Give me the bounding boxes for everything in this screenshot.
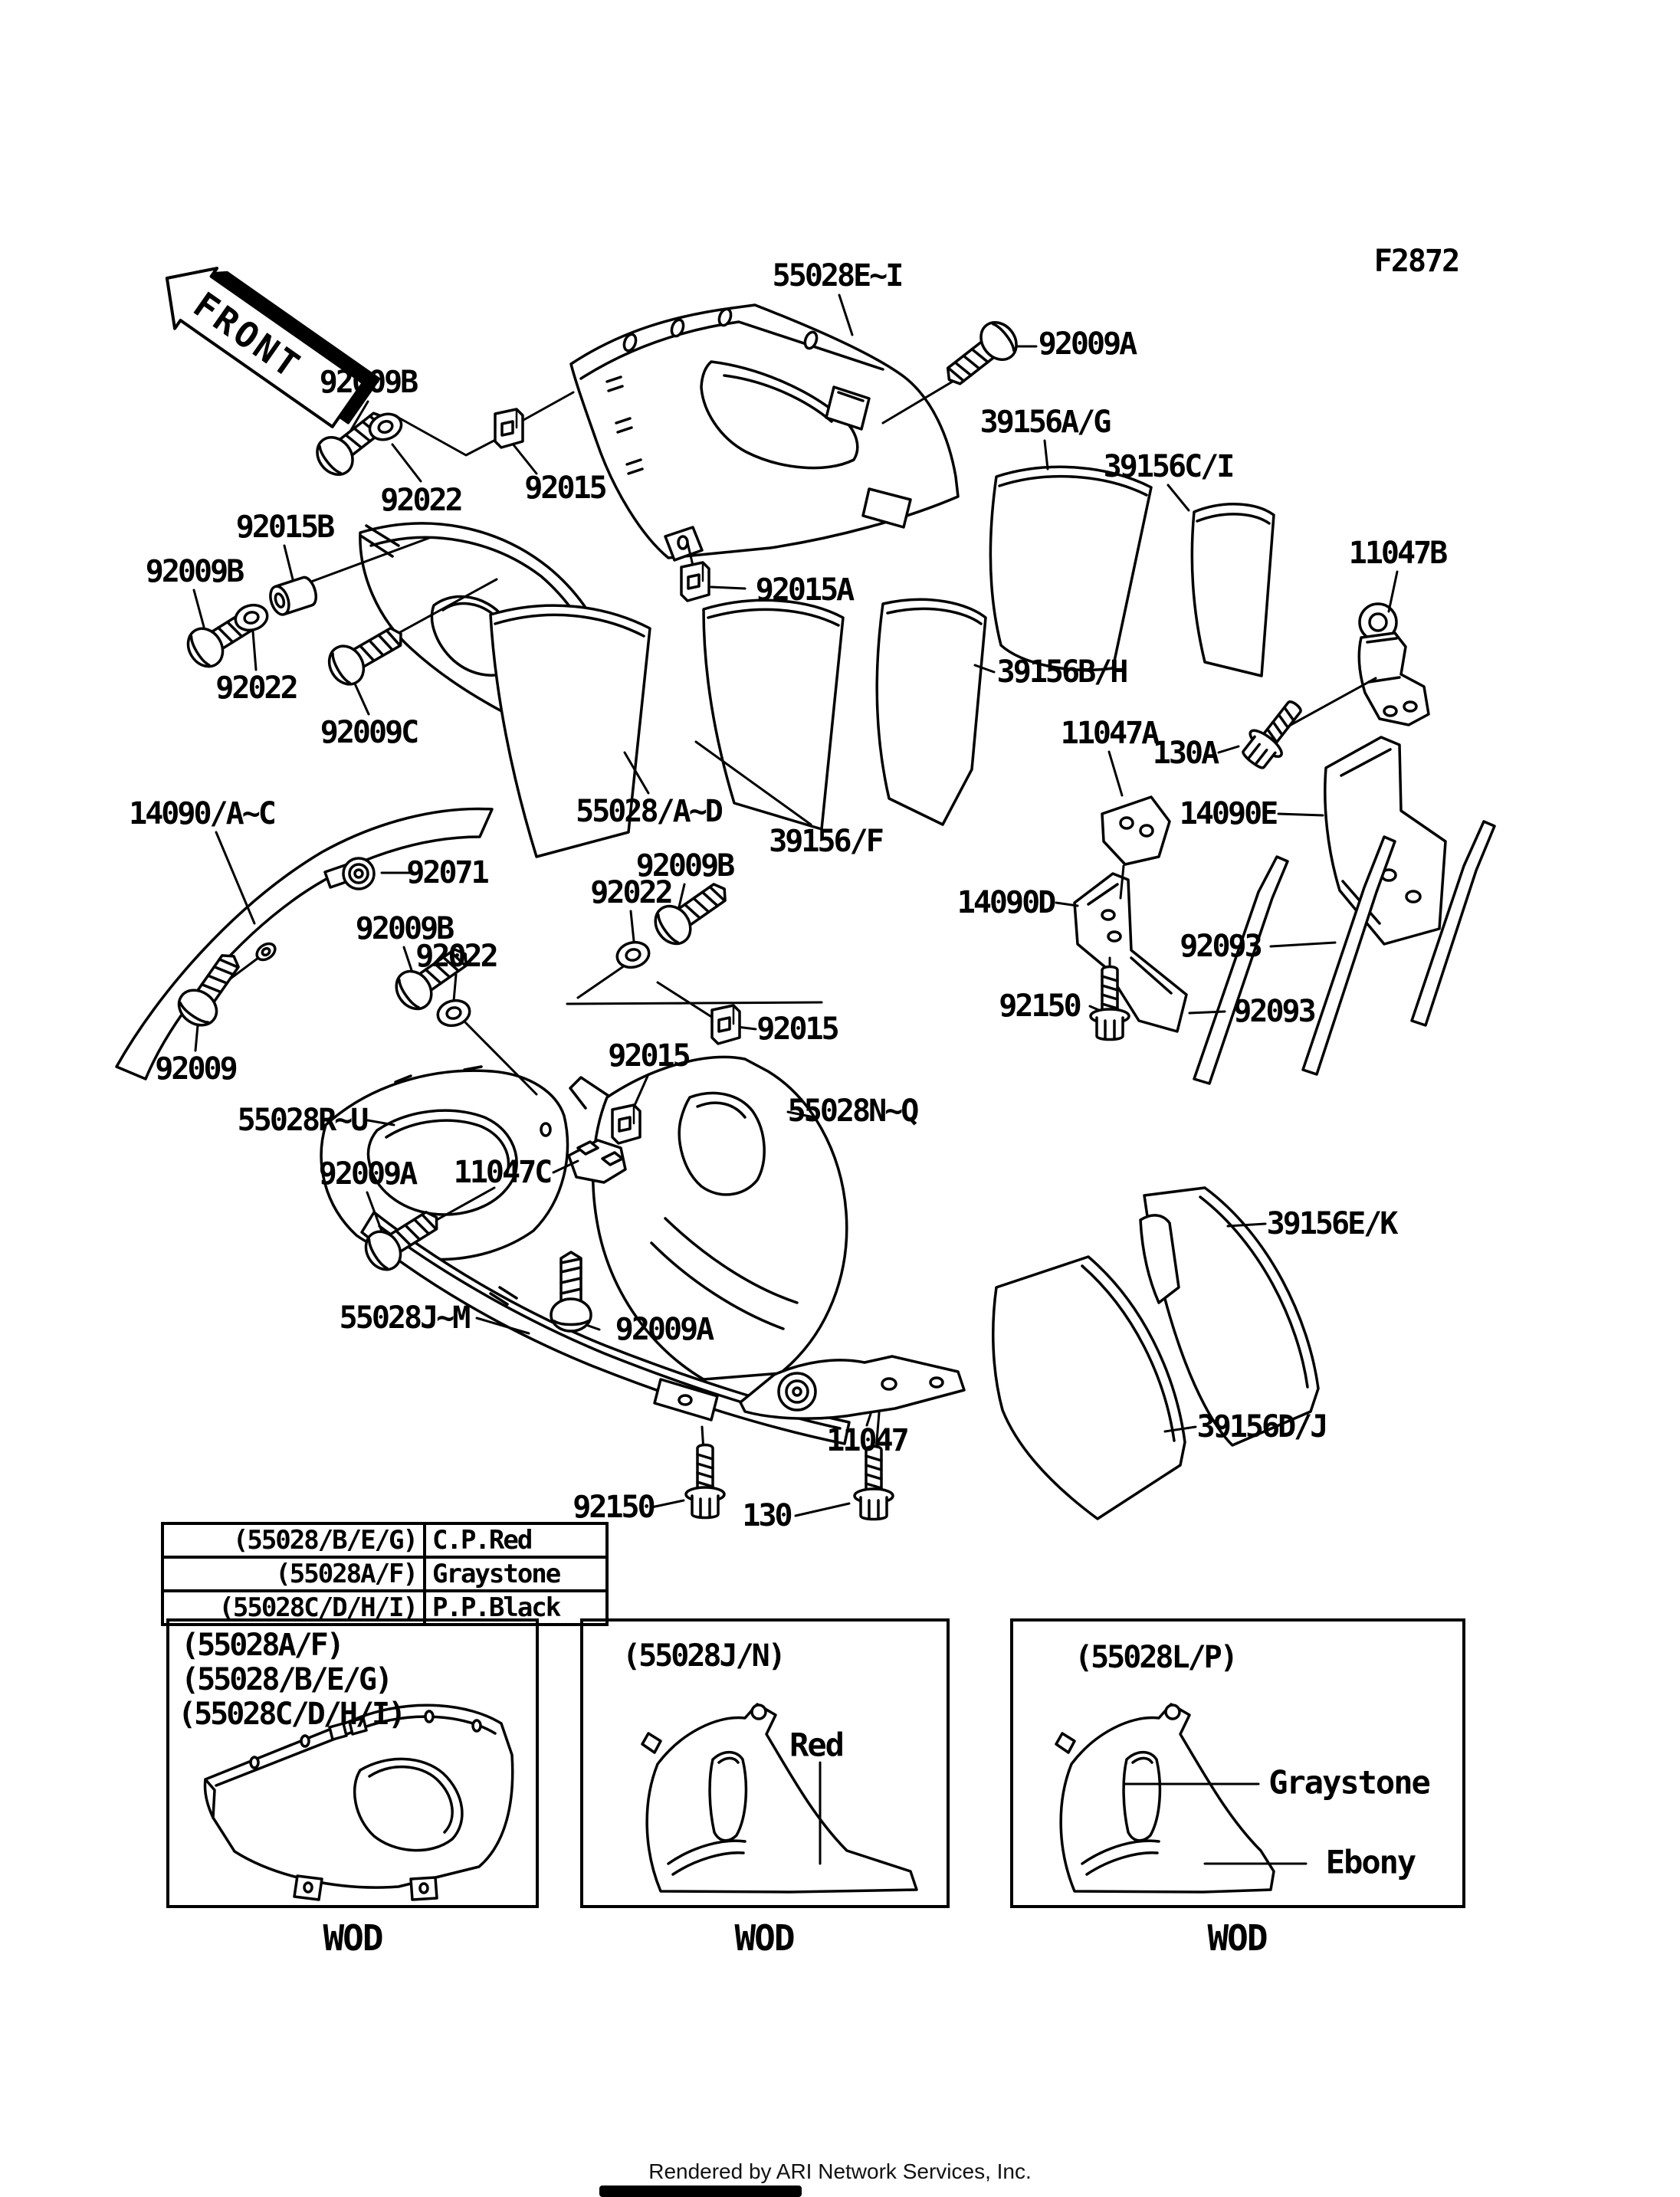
part-label: 39156A/G	[979, 405, 1110, 440]
part-label: 92150	[999, 989, 1080, 1024]
upper-fairing-55028E	[571, 305, 958, 560]
part-label: 39156C/I	[1103, 449, 1233, 484]
bracket-11047A	[1102, 797, 1170, 864]
color-name-cell: P.P.Black	[425, 1591, 607, 1625]
part-label: 14090/A~C	[129, 796, 274, 831]
part-label: 39156E/K	[1266, 1206, 1396, 1241]
color-table-row	[162, 1557, 607, 1591]
variant3-caption: WOD	[1207, 1917, 1267, 1959]
part-code-cell: (55028/B/E/G)	[162, 1523, 425, 1557]
part-label: 92022	[415, 939, 497, 974]
part-label: 92009B	[319, 365, 417, 400]
part-label: 92022	[380, 483, 461, 518]
part-label: 92071	[406, 855, 487, 890]
front-arrow-text: FRONT	[185, 284, 310, 388]
variant1-part-label: (55028C/D/H/I)	[178, 1697, 405, 1732]
bracket-11047B	[1359, 604, 1429, 725]
part-label: 92022	[590, 875, 671, 910]
color-name-cell: C.P.Red	[425, 1523, 607, 1557]
part-label: 92015	[524, 471, 605, 506]
variant2-caption: WOD	[734, 1917, 794, 1959]
part-label: 92009B	[355, 911, 453, 946]
fiche-code: F2872	[1373, 244, 1459, 279]
part-label: 92150	[573, 1490, 654, 1525]
part-label: 92009C	[320, 715, 418, 750]
part-label: 92015	[756, 1012, 838, 1047]
part-label: 11047B	[1348, 536, 1446, 571]
part-label: 55028J~M	[339, 1300, 469, 1336]
front-arrow	[146, 246, 379, 441]
part-label: 11047C	[453, 1155, 551, 1190]
variant1-part-label: (55028A/F)	[181, 1628, 343, 1663]
part-label: 92009	[155, 1051, 236, 1087]
part-label: 130	[742, 1498, 791, 1533]
part-label: 92093	[1180, 929, 1261, 964]
part-label: 92022	[215, 671, 297, 706]
part-label: 92009A	[615, 1312, 713, 1347]
part-code-cell: (55028A/F)	[162, 1557, 425, 1591]
footer-credit: Rendered by ARI Network Services, Inc.	[648, 2159, 1032, 2183]
variant2-part-label: (55028J/N)	[622, 1638, 784, 1674]
part-label: 55028/A~D	[576, 794, 721, 829]
color-name-cell: Graystone	[425, 1557, 607, 1591]
part-label: 55028E~I	[772, 258, 902, 293]
part-label: 92015B	[235, 510, 333, 545]
part-label: 55028N~Q	[787, 1094, 917, 1129]
part-label: 39156/F	[769, 824, 882, 859]
part-label: 92009A	[1038, 326, 1136, 362]
color-callout-ebony: Ebony	[1325, 1843, 1416, 1881]
variant1-part-label: (55028/B/E/G)	[181, 1662, 392, 1697]
bottom-bar	[599, 2186, 802, 2197]
part-label: 92009B	[635, 848, 733, 884]
part-label: 11047	[826, 1423, 907, 1458]
part-label: 92015	[608, 1038, 689, 1074]
part-label: 130A	[1152, 736, 1218, 771]
color-callout-red: Red	[789, 1726, 843, 1764]
part-label: 92015A	[755, 572, 853, 608]
part-label: 55028R~U	[237, 1103, 367, 1138]
variant3-part-label: (55028L/P)	[1075, 1640, 1236, 1675]
color-code-table	[161, 1522, 609, 1626]
part-label: 11047A	[1060, 716, 1158, 751]
color-callout-graystone: Graystone	[1268, 1763, 1429, 1802]
part-label: 39156D/J	[1196, 1409, 1327, 1444]
part-label: 14090D	[956, 885, 1055, 920]
part-code-cell: (55028C/D/H/I)	[162, 1591, 425, 1625]
part-label: 92093	[1233, 994, 1314, 1029]
variant1-caption: WOD	[323, 1917, 382, 1959]
color-table-row	[162, 1523, 607, 1557]
part-label: 14090E	[1179, 796, 1277, 831]
part-label: 39156B/H	[996, 654, 1127, 690]
part-label: 92009B	[145, 554, 243, 589]
part-label: 92009A	[318, 1156, 416, 1192]
